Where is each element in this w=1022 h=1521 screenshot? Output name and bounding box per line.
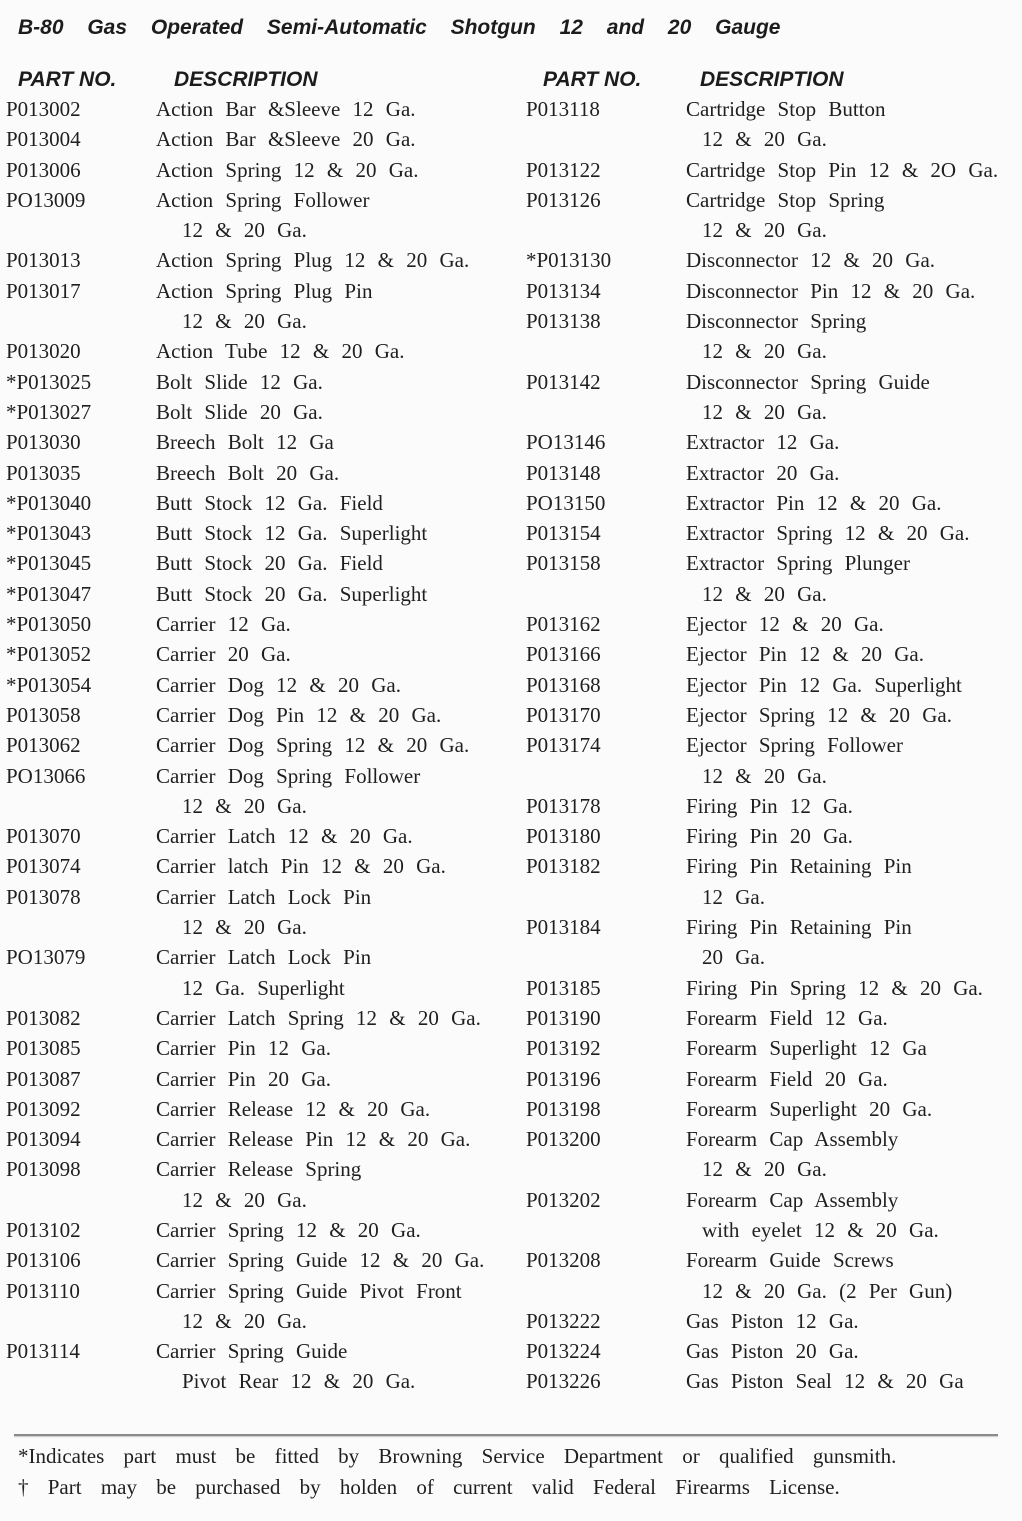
part-description: Ejector 12 & 20 Ga. — [686, 612, 884, 637]
table-row — [6, 1309, 516, 1339]
table-row — [526, 1006, 1016, 1036]
table-row — [526, 1097, 1016, 1127]
part-description: Extractor Spring Plunger — [686, 551, 910, 576]
part-number: PO13146 — [526, 430, 606, 455]
part-description: 12 Ga. Superlight — [182, 975, 345, 1000]
part-number: P013196 — [526, 1066, 601, 1091]
part-description: Ejector Spring 12 & 20 Ga. — [686, 702, 952, 727]
table-row — [526, 1127, 1016, 1157]
table-row — [6, 1248, 516, 1278]
part-number: P013110 — [6, 1278, 80, 1303]
table-row — [6, 764, 516, 794]
part-description: 12 & 20 Ga. — [702, 399, 827, 424]
part-description: Disconnector Spring — [686, 309, 867, 334]
footer-divider — [14, 1434, 998, 1436]
part-number: *P013052 — [6, 642, 92, 667]
part-description: Carrier Release Pin 12 & 20 Ga. — [156, 1127, 471, 1152]
part-description: Disconnector Spring Guide — [686, 369, 930, 394]
table-row — [6, 1339, 516, 1369]
table-row — [526, 491, 1016, 521]
part-description: Firing Pin Retaining Pin — [686, 915, 912, 940]
part-number: P013198 — [526, 1096, 601, 1121]
part-number: *P013043 — [6, 521, 92, 546]
part-description: Firing Pin Retaining Pin — [686, 854, 912, 879]
part-description: Breech Bolt 20 Ga. — [156, 460, 340, 485]
part-description: Carrier Spring Guide — [156, 1339, 348, 1364]
part-description: with eyelet 12 & 20 Ga. — [702, 1217, 939, 1242]
part-description: Disconnector Pin 12 & 20 Ga. — [686, 278, 976, 303]
part-number: P013224 — [526, 1339, 601, 1364]
table-row — [526, 673, 1016, 703]
table-row — [526, 733, 1016, 763]
part-description: Ejector Spring Follower — [686, 733, 903, 758]
part-description: 12 & 20 Ga. (2 Per Gun) — [702, 1278, 953, 1303]
part-description: Action Spring Follower — [156, 187, 370, 212]
part-number: P013062 — [6, 733, 81, 758]
table-row — [526, 1157, 1016, 1187]
part-number: P013138 — [526, 309, 601, 334]
table-row — [6, 885, 516, 915]
table-row — [6, 248, 516, 278]
table-row — [526, 794, 1016, 824]
part-description: Carrier Latch Lock Pin — [156, 884, 372, 909]
part-description: Carrier Spring Guide 12 & 20 Ga. — [156, 1248, 485, 1273]
part-number: P013185 — [526, 975, 601, 1000]
part-number: P013114 — [6, 1339, 80, 1364]
part-description: Carrier Release 12 & 20 Ga. — [156, 1096, 431, 1121]
part-number: P013200 — [526, 1127, 601, 1152]
part-number: P013222 — [526, 1308, 601, 1333]
part-number: P013078 — [6, 884, 81, 909]
part-description: Carrier latch Pin 12 & 20 Ga. — [156, 854, 446, 879]
part-number: P013174 — [526, 733, 601, 758]
table-row — [6, 400, 516, 430]
part-description: Firing Pin Spring 12 & 20 Ga. — [686, 975, 983, 1000]
part-number: P013017 — [6, 278, 81, 303]
part-number: PO13079 — [6, 945, 86, 970]
part-description: Forearm Cap Assembly — [686, 1187, 899, 1212]
part-number: P013202 — [526, 1187, 601, 1212]
part-number: P013158 — [526, 551, 601, 576]
part-description: 20 Ga. — [702, 945, 765, 970]
right-part-no-header: PART NO. — [543, 68, 642, 91]
table-row — [526, 309, 1016, 339]
part-description: Action Spring Plug Pin — [156, 278, 373, 303]
part-description: Forearm Field 12 Ga. — [686, 1005, 888, 1030]
table-row — [6, 370, 516, 400]
part-description: 12 & 20 Ga. — [182, 218, 307, 243]
part-number: P013098 — [6, 1157, 81, 1182]
right-parts-column — [526, 97, 1016, 1400]
table-row — [526, 188, 1016, 218]
table-row — [6, 824, 516, 854]
part-description: Carrier Spring Guide Pivot Front — [156, 1278, 462, 1303]
part-number: P013166 — [526, 642, 601, 667]
table-row — [526, 1369, 1016, 1399]
table-row — [6, 279, 516, 309]
part-number: P013122 — [526, 157, 601, 182]
part-number: P013226 — [526, 1369, 601, 1394]
table-row — [6, 945, 516, 975]
part-description: Carrier Spring 12 & 20 Ga. — [156, 1217, 421, 1242]
table-row — [526, 430, 1016, 460]
part-number: P013030 — [6, 430, 81, 455]
table-row — [526, 521, 1016, 551]
part-description: Bolt Slide 20 Ga. — [156, 399, 323, 424]
part-description: Extractor Pin 12 & 20 Ga. — [686, 490, 942, 515]
table-row — [6, 551, 516, 581]
part-description: Carrier Pin 12 Ga. — [156, 1036, 331, 1061]
part-description: Ejector Pin 12 Ga. Superlight — [686, 672, 962, 697]
part-description: Forearm Field 20 Ga. — [686, 1066, 888, 1091]
part-description: Butt Stock 20 Ga. Field — [156, 551, 383, 576]
table-row — [526, 370, 1016, 400]
part-description: Extractor 12 Ga. — [686, 430, 840, 455]
part-number: P013002 — [6, 97, 81, 121]
table-row — [6, 794, 516, 824]
table-row — [6, 1369, 516, 1399]
part-description: Carrier Latch Spring 12 & 20 Ga. — [156, 1005, 481, 1030]
table-row — [526, 158, 1016, 188]
part-description: 12 & 20 Ga. — [182, 1187, 307, 1212]
part-description: 12 & 20 Ga. — [702, 218, 827, 243]
part-number: P013102 — [6, 1217, 81, 1242]
table-row — [526, 612, 1016, 642]
part-number: P013180 — [526, 824, 601, 849]
part-description: Breech Bolt 12 Ga — [156, 430, 334, 455]
part-number: PO13009 — [6, 187, 86, 212]
part-number: P013087 — [6, 1066, 81, 1091]
part-number: P013208 — [526, 1248, 601, 1273]
part-description: 12 & 20 Ga. — [702, 763, 827, 788]
part-description: Carrier Latch Lock Pin — [156, 945, 372, 970]
part-number: P013148 — [526, 460, 601, 485]
part-number: P013168 — [526, 672, 601, 697]
table-row — [526, 1067, 1016, 1097]
part-description: Carrier Dog Spring 12 & 20 Ga. — [156, 733, 470, 758]
part-number: PO13150 — [526, 490, 606, 515]
table-row — [6, 1006, 516, 1036]
table-row — [6, 461, 516, 491]
part-description: Carrier 20 Ga. — [156, 642, 291, 667]
table-row — [526, 642, 1016, 672]
part-number: P013106 — [6, 1248, 81, 1273]
table-row — [6, 218, 516, 248]
part-description: Action Spring 12 & 20 Ga. — [156, 157, 419, 182]
table-row — [526, 854, 1016, 884]
part-description: 12 & 20 Ga. — [182, 915, 307, 940]
part-number: P013074 — [6, 854, 81, 879]
part-description: Carrier Dog Pin 12 & 20 Ga. — [156, 702, 442, 727]
part-description: Action Tube 12 & 20 Ga. — [156, 339, 405, 364]
table-row — [6, 1036, 516, 1066]
part-number: P013192 — [526, 1036, 601, 1061]
table-row — [6, 1127, 516, 1157]
table-row — [6, 703, 516, 733]
part-number: P013070 — [6, 824, 81, 849]
table-row — [526, 400, 1016, 430]
table-row — [6, 582, 516, 612]
part-description: Gas Piston 12 Ga. — [686, 1308, 859, 1333]
part-description: 12 & 20 Ga. — [182, 1308, 307, 1333]
part-number: P013004 — [6, 127, 81, 152]
table-row — [526, 1036, 1016, 1066]
part-description: Forearm Cap Assembly — [686, 1127, 899, 1152]
part-number: P013190 — [526, 1005, 601, 1030]
table-row — [526, 703, 1016, 733]
table-row — [6, 309, 516, 339]
table-row — [526, 127, 1016, 157]
part-description: Firing Pin 12 Ga. — [686, 793, 853, 818]
part-description: Carrier Pin 20 Ga. — [156, 1066, 331, 1091]
table-row — [526, 915, 1016, 945]
table-row — [6, 915, 516, 945]
table-row — [526, 1218, 1016, 1248]
part-description: Forearm Superlight 20 Ga. — [686, 1096, 933, 1121]
table-row — [6, 673, 516, 703]
part-number: *P013047 — [6, 581, 92, 606]
part-description: 12 & 20 Ga. — [702, 581, 827, 606]
part-number: P013142 — [526, 369, 601, 394]
table-row — [6, 1067, 516, 1097]
table-row — [526, 1248, 1016, 1278]
table-row — [526, 339, 1016, 369]
table-row — [526, 824, 1016, 854]
table-row — [526, 218, 1016, 248]
table-row — [6, 1157, 516, 1187]
table-row — [526, 1279, 1016, 1309]
part-number: *P013054 — [6, 672, 92, 697]
table-row — [6, 158, 516, 188]
part-description: Extractor Spring 12 & 20 Ga. — [686, 521, 970, 546]
left-part-no-header: PART NO. — [18, 68, 117, 91]
part-number: *P013045 — [6, 551, 92, 576]
table-row — [6, 521, 516, 551]
part-description: Firing Pin 20 Ga. — [686, 824, 853, 849]
part-number: P013094 — [6, 1127, 81, 1152]
part-description: Butt Stock 12 Ga. Field — [156, 490, 383, 515]
part-number: P013006 — [6, 157, 81, 182]
table-row — [526, 764, 1016, 794]
part-description: 12 & 20 Ga. — [182, 793, 307, 818]
part-description: 12 & 20 Ga. — [182, 309, 307, 334]
table-row — [6, 1188, 516, 1218]
part-description: Gas Piston 20 Ga. — [686, 1339, 859, 1364]
part-number: P013162 — [526, 612, 601, 637]
table-row — [526, 97, 1016, 127]
table-row — [6, 127, 516, 157]
table-row — [6, 491, 516, 521]
part-description: Butt Stock 20 Ga. Superlight — [156, 581, 428, 606]
table-row — [526, 1188, 1016, 1218]
table-row — [6, 188, 516, 218]
part-number: P013058 — [6, 702, 81, 727]
table-row — [6, 339, 516, 369]
table-row — [6, 612, 516, 642]
part-description: Forearm Superlight 12 Ga — [686, 1036, 927, 1061]
table-row — [6, 642, 516, 672]
part-number: P013013 — [6, 248, 81, 273]
part-number: *P013050 — [6, 612, 92, 637]
left-description-header: DESCRIPTION — [174, 68, 318, 91]
part-description: Carrier Dog Spring Follower — [156, 763, 421, 788]
part-number: P013170 — [526, 702, 601, 727]
table-row — [526, 1309, 1016, 1339]
table-row — [6, 97, 516, 127]
part-description: Forearm Guide Screws — [686, 1248, 894, 1273]
part-description: Cartridge Stop Button — [686, 97, 886, 121]
part-number: *P013130 — [526, 248, 612, 273]
part-description: Action Bar &Sleeve 12 Ga. — [156, 97, 416, 121]
part-description: Cartridge Stop Spring — [686, 187, 885, 212]
part-description: Carrier 12 Ga. — [156, 612, 291, 637]
table-row — [526, 248, 1016, 278]
table-row — [6, 733, 516, 763]
part-description: Carrier Dog 12 & 20 Ga. — [156, 672, 401, 697]
part-description: Bolt Slide 12 Ga. — [156, 369, 323, 394]
part-description: Gas Piston Seal 12 & 20 Ga — [686, 1369, 964, 1394]
part-description: Butt Stock 12 Ga. Superlight — [156, 521, 428, 546]
part-description: Disconnector 12 & 20 Ga. — [686, 248, 936, 273]
table-row — [526, 582, 1016, 612]
table-row — [526, 461, 1016, 491]
table-row — [526, 1339, 1016, 1369]
part-number: P013134 — [526, 278, 601, 303]
part-number: *P013027 — [6, 399, 92, 424]
footnote-fitted: *Indicates part must be fitted by Browning Service Department or qualified gunsmith. — [18, 1444, 897, 1468]
part-description: Pivot Rear 12 & 20 Ga. — [182, 1369, 416, 1394]
part-description: Extractor 20 Ga. — [686, 460, 840, 485]
table-row — [526, 885, 1016, 915]
table-row — [6, 1097, 516, 1127]
part-number: P013182 — [526, 854, 601, 879]
part-description: Ejector Pin 12 & 20 Ga. — [686, 642, 924, 667]
part-number: P013154 — [526, 521, 601, 546]
part-number: P013118 — [526, 97, 600, 121]
left-parts-column — [6, 97, 516, 1400]
part-number: PO13066 — [6, 763, 86, 788]
part-number: P013184 — [526, 915, 601, 940]
part-description: 12 & 20 Ga. — [702, 127, 827, 152]
table-row — [6, 1279, 516, 1309]
right-description-header: DESCRIPTION — [700, 68, 844, 91]
footnote-ffl: † Part may be purchased by holden of current valid Federal Firearms License. — [18, 1475, 840, 1499]
table-row — [526, 551, 1016, 581]
part-number: *P013040 — [6, 490, 92, 515]
part-description: 12 Ga. — [702, 884, 765, 909]
part-description: Carrier Latch 12 & 20 Ga. — [156, 824, 413, 849]
part-description: Carrier Release Spring — [156, 1157, 362, 1182]
part-number: P013178 — [526, 793, 601, 818]
part-number: P013092 — [6, 1096, 81, 1121]
part-number: *P013025 — [6, 369, 92, 394]
part-number: P013085 — [6, 1036, 81, 1061]
document-title: B-80 Gas Operated Semi-Automatic Shotgun 12 and 20 Gauge — [18, 16, 781, 39]
table-row — [6, 430, 516, 460]
table-row — [6, 1218, 516, 1248]
part-description: Action Bar &Sleeve 20 Ga. — [156, 127, 416, 152]
table-row — [6, 976, 516, 1006]
table-row — [6, 854, 516, 884]
part-number: P013035 — [6, 460, 81, 485]
part-description: 12 & 20 Ga. — [702, 339, 827, 364]
table-row — [526, 945, 1016, 975]
part-number: P013126 — [526, 187, 601, 212]
part-number: P013020 — [6, 339, 81, 364]
part-number: P013082 — [6, 1005, 81, 1030]
part-description: Action Spring Plug 12 & 20 Ga. — [156, 248, 470, 273]
table-row — [526, 976, 1016, 1006]
part-description: Cartridge Stop Pin 12 & 2O Ga. — [686, 157, 999, 182]
table-row — [526, 279, 1016, 309]
part-description: 12 & 20 Ga. — [702, 1157, 827, 1182]
